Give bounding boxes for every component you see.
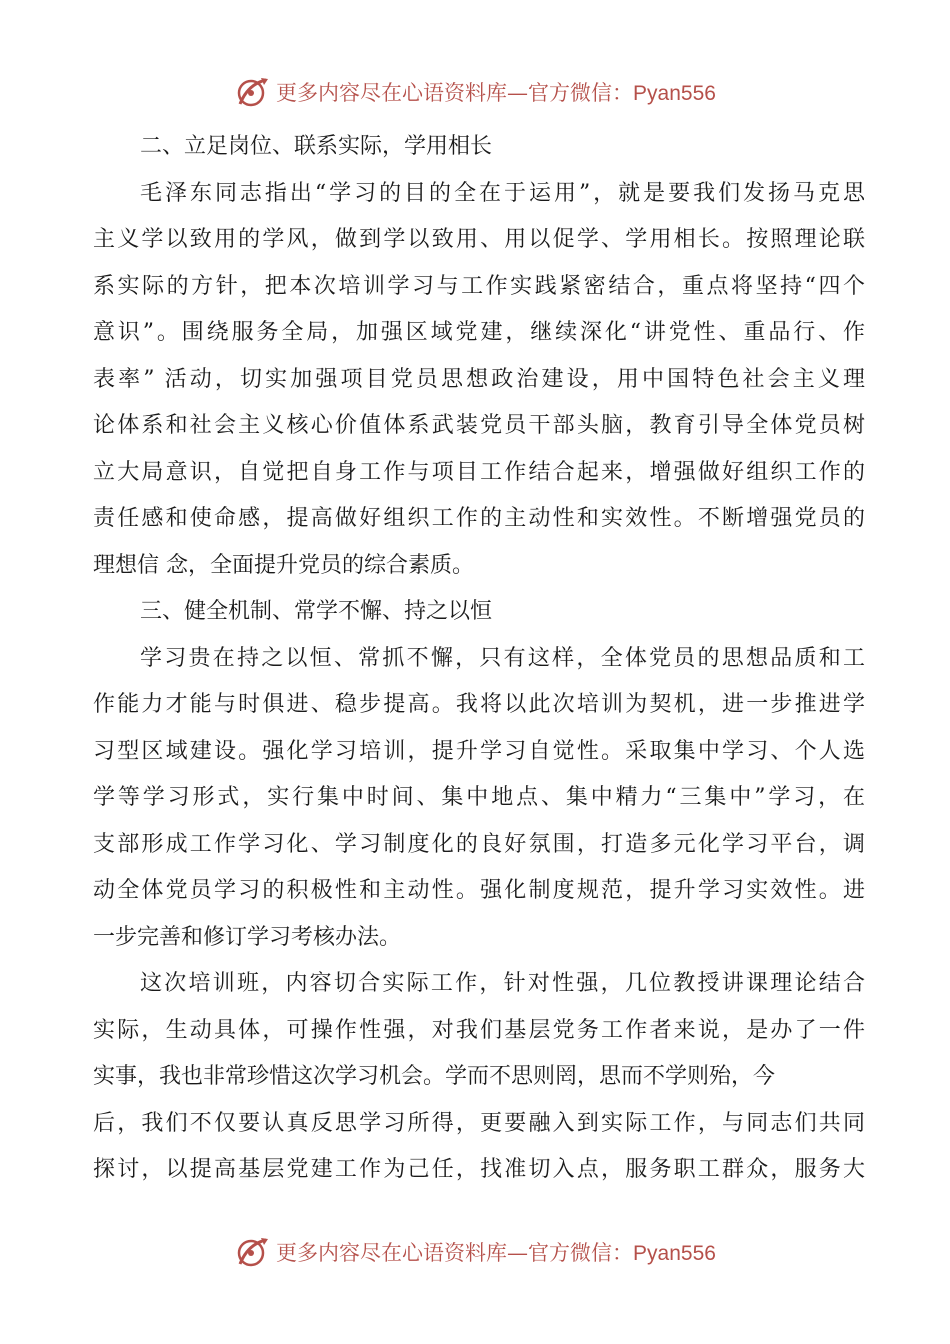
watermark-banner-top: [0, 72, 950, 112]
text-line: 支部形成工作学习化、学习制度化的良好氛围，打造多元化学习平台，调: [93, 831, 865, 857]
text-line: 实事，我也非常珍惜这次学习机会。学而不思则罔，思而不学则殆，今: [93, 1064, 776, 1089]
text-line: 立大局意识，自觉把自身工作与项目工作结合起来，增强做好组织工作的: [93, 459, 865, 485]
text-line: 这次培训班，内容切合实际工作，针对性强，几位教授讲课理论结合: [140, 971, 865, 996]
text-line: 毛泽东同志指出“学习的目的全在于运用”，就是要我们发扬马克思: [140, 180, 865, 206]
text-line: 动全体党员学习的积极性和主动性。强化制度规范，提升学习实效性。进: [93, 878, 865, 903]
watermark-banner-bottom: [0, 1232, 950, 1272]
text-line: 责任感和使命感，提高做好组织工作的主动性和实效性。不断增强党员的: [93, 506, 865, 531]
section-heading: 三、健全机制、常学不懈、持之以恒: [140, 599, 493, 624]
document-body: [93, 124, 865, 1194]
text-line: 论体系和社会主义核心价值体系武装党员干部头脑，教育引导全体党员树: [93, 413, 865, 438]
text-line: 作能力才能与时俱进、稳步提高。我将以此次培训为契机，进一步推进学: [93, 692, 865, 717]
text-line: 理想信 念，全面提升党员的综合素质。: [93, 552, 474, 578]
section-heading: 二、立足岗位、联系实际，学用相长: [140, 134, 493, 159]
text-line: 探讨，以提高基层党建工作为己任，找准切入点，服务职工群众，服务大: [93, 1157, 865, 1182]
text-line: 系实际的方针，把本次培训学习与工作实践紧密结合，重点将坚持“四个: [93, 273, 865, 299]
text-line: 习型区域建设。强化学习培训，提升学习自觉性。采取集中学习、个人选: [93, 738, 865, 764]
text-line: 主义学以致用的学风，做到学以致用、用以促学、学用相长。按照理论联: [93, 227, 865, 252]
watermark-text: 更多内容尽在心语资料库—官方微信：Pyan556: [276, 81, 716, 105]
watermark-text: 更多内容尽在心语资料库—官方微信：Pyan556: [276, 1241, 716, 1265]
text-line: 后，我们不仅要认真反思学习所得，更要融入到实际工作，与同志们共同: [93, 1110, 865, 1136]
text-line: 表率” 活动，切实加强项目党员思想政治建设，用中国特色社会主义理: [93, 366, 865, 392]
text-line: 学习贵在持之以恒、常抓不懈，只有这样，全体党员的思想品质和工: [140, 645, 865, 671]
curved-arrow-logo-icon: [234, 1234, 270, 1270]
text-line: 实际，生动具体，可操作性强，对我们基层党务工作者来说，是办了一件: [93, 1017, 865, 1043]
text-line: 学等学习形式，实行集中时间、集中地点、集中精力“三集中”学习，在: [93, 785, 865, 810]
text-line: 一步完善和修订学习考核办法。: [93, 924, 402, 950]
curved-arrow-logo-icon: [234, 74, 270, 110]
text-line: 意识”。围绕服务全局，加强区域党建，继续深化“讲党性、重品行、作: [93, 320, 865, 345]
